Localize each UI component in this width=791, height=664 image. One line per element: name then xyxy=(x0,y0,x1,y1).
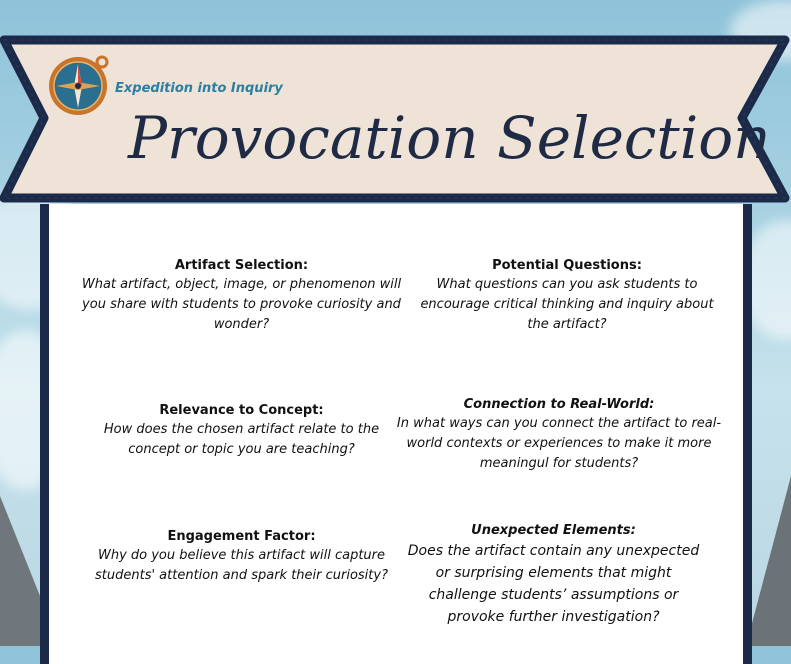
section-heading: Engagement Factor: xyxy=(167,529,316,544)
section-heading: Artifact Selection: xyxy=(174,258,309,273)
section-heading: Potential Questions: xyxy=(492,258,642,273)
section-body: In what ways can you connect the artifact to real-world contexts or experiences to make it more meaningul for students? xyxy=(396,416,722,471)
subtitle: Expedition into Inquiry xyxy=(115,81,283,96)
section-body: What questions can you ask students to encourage critical thinking and inquiry about the artifact? xyxy=(420,277,714,332)
section-body: Why do you believe this artifact will capture students' attention and spark their curiosity? xyxy=(95,548,388,583)
section-engagement-factor xyxy=(89,527,394,586)
section-heading: Connection to Real-World: xyxy=(463,397,655,412)
section-relevance-to-concept xyxy=(94,401,389,460)
section-unexpected-elements xyxy=(401,521,706,628)
section-heading: Unexpected Elements: xyxy=(471,523,636,538)
content-panel xyxy=(40,204,752,664)
section-connection-to-real-world xyxy=(394,395,724,474)
section-body: How does the chosen artifact relate to the concept or topic you are teaching? xyxy=(103,422,380,457)
content-card xyxy=(49,204,743,664)
page-title: Provocation Selection xyxy=(128,104,771,172)
section-potential-questions xyxy=(417,256,717,335)
compass-icon xyxy=(47,55,109,117)
section-body: Does the artifact contain any unexpected or surprising elements that might challenge students’ assumptions or provoke further investigation? xyxy=(407,543,700,625)
section-heading: Relevance to Concept: xyxy=(159,403,324,418)
section-artifact-selection xyxy=(74,256,409,335)
section-body: What artifact, object, image, or phenomenon will you share with students to provoke curiosity and wonder? xyxy=(81,277,402,332)
background-mountain xyxy=(746,476,791,646)
